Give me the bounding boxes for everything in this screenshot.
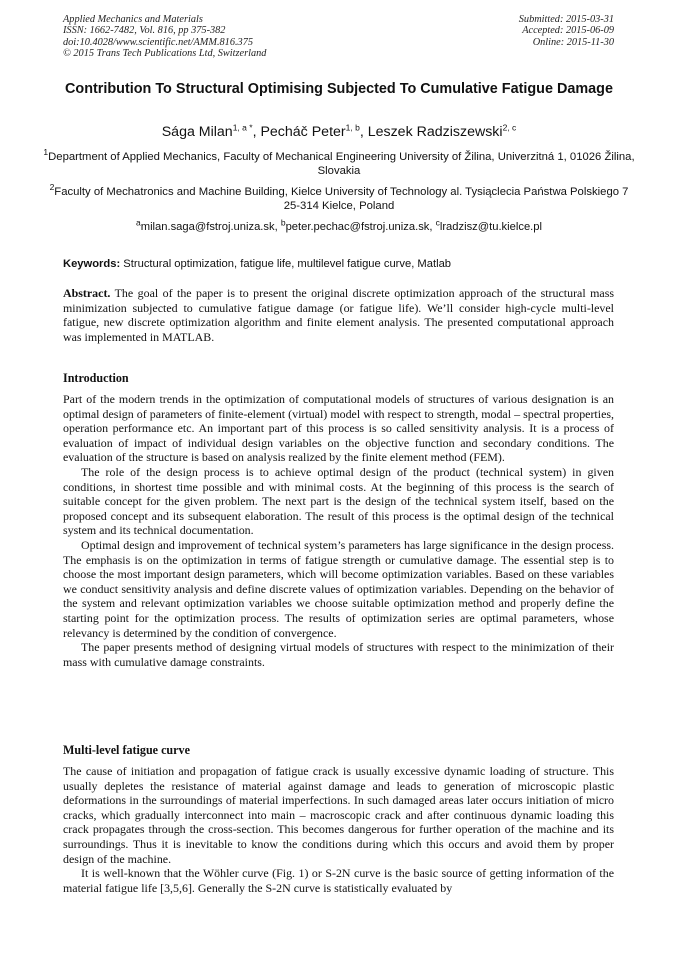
paragraph: The cause of initiation and propagation of fatigue crack is usually excessive dynamic loading of structure. This usually depletes the resistance of material against damage and leads to generation of microscopic plastic deformations in the surroundings of material imperfections. In such damaged areas later occurs initiation of micro cracks, which gradually interconnect into main – macroscopic crack and after continuous dynamic loading this crack propagates through the cross-section. This becomes dangerous for further operation of the machine and its surroundings. Thus it is inevitable to know the conditions during which this occurs and avoid them by proper design of the machine. xyxy=(63,764,614,866)
email-address: milan.saga@fstroj.uniza.sk, xyxy=(140,221,281,233)
author-list xyxy=(40,123,638,141)
abstract xyxy=(63,286,614,344)
section-heading-introduction: Introduction xyxy=(63,371,129,385)
affiliation-text: Department of Applied Mechanics, Faculty of Mechanical Engineering University of Žilina, Univerzitná 1, 01026 Žilina, Slovakia xyxy=(48,151,635,177)
author-affiliation-mark: 1, b xyxy=(345,122,360,133)
keywords-text: Structural optimization, fatigue life, multilevel fatigue curve, Matlab xyxy=(120,258,452,270)
journal-name: Applied Mechanics and Materials xyxy=(63,14,203,25)
accepted-date: Accepted: 2015-06-09 xyxy=(522,25,614,37)
paper-title: Contribution To Structural Optimising Subjected To Cumulative Fatigue Damage xyxy=(65,81,613,97)
paragraph: It is well-known that the Wöhler curve (Fig. 1) or S-2N curve is the basic source of getting information of the material fatigue life [3,5,6]. Generally the S-2N curve is statistically evaluated by xyxy=(63,866,614,895)
author-emails xyxy=(40,217,638,234)
affiliation-2 xyxy=(40,182,638,213)
author-separator: , xyxy=(359,124,368,140)
journal-issn: ISSN: 1662-7482, Vol. 816, pp 375-382 xyxy=(63,25,226,37)
paragraph: Optimal design and improvement of technical system’s parameters has large significance in the design process. The emphasis is on the optimization in terms of fatigue strength or cumulative damage. The essential step is to choose the most important design parameters, which will become optimization variables. Based on these variables we conduct sensitivity analysis and define discrete values of optimization variables. Depending on the behavior of the system and relevant optimization variables we choose suitable optimization method and properly define the starting point for the optimization process. The results of optimization series are optimal parameters, whose relevancy is determined by the condition of convergence. xyxy=(63,537,614,640)
abstract-label: Abstract. xyxy=(63,286,111,300)
affiliation-text: Faculty of Mechatronics and Machine Building, Kielce University of Technology al. Tysiąclecia Państwa Polskiego 7 25-314 Kielce, Poland xyxy=(54,186,629,212)
email-mark: b xyxy=(280,217,286,228)
paragraph: Part of the modern trends in the optimization of computational models of structures of various designation is an optimal design of parameters of finite-element (virtual) model with respect to strength, modal – spectral properties, operation performance etc. An important part of this process is so called sensitivity analysis. It is a process of evaluation of impact of individual design variables on the objective function and secondary conditions. The evaluation of the structure is based on analysis realized by the finite element method (FEM). xyxy=(63,392,614,465)
author-separator: , xyxy=(252,124,261,140)
author-name: Pecháč Peter xyxy=(260,124,346,140)
submission-dates xyxy=(519,14,614,48)
keywords-label: Keywords: xyxy=(63,258,121,270)
journal-info xyxy=(63,14,266,60)
author-name: Sága Milan xyxy=(161,124,233,140)
paragraph: The role of the design process is to achieve optimal design of the product (technical system) in given conditions, in shortest time possible and with minimal costs. At the beginning of this process is the search of suitable concept for the given problem. The next part is the design of the technical system itself, based on the proposed concept and its subsequent elaboration. The result of this process is the optimal design of the technical system and its technical documentation. xyxy=(63,464,614,538)
affiliation-mark: 2 xyxy=(49,182,55,193)
affiliation-mark: 1 xyxy=(43,147,49,158)
online-date: Online: 2015-11-30 xyxy=(532,36,614,48)
introduction-body xyxy=(63,392,614,669)
email-mark: c xyxy=(435,217,440,228)
author-affiliation-mark: 1, a * xyxy=(232,122,253,133)
email-address: peter.pechac@fstroj.uniza.sk, xyxy=(285,221,436,233)
journal-copyright: © 2015 Trans Tech Publications Ltd, Switzerland xyxy=(63,48,267,60)
author-affiliation-mark: 2, c xyxy=(502,122,517,133)
journal-doi: doi:10.4028/www.scientific.net/AMM.816.375 xyxy=(63,36,253,48)
email-mark: a xyxy=(136,217,141,228)
abstract-text: The goal of the paper is to present the original discrete optimization approach of the structural mass minimization subjected to cumulative fatigue damage (or fatigue life). We’ll consider high-cycle multi-level fatigue, new discrete optimization algorithm and finite element analysis. The presented computational approach was implemented in MATLAB. xyxy=(63,286,614,344)
author-name: Leszek Radziszewski xyxy=(367,124,503,140)
keywords xyxy=(63,257,623,271)
section-heading-multi-level-fatigue-curve: Multi-level fatigue curve xyxy=(63,743,190,757)
submitted-date: Submitted: 2015-03-31 xyxy=(518,14,614,25)
affiliation-1 xyxy=(40,147,638,178)
email-address: lradzisz@tu.kielce.pl xyxy=(439,221,542,233)
paragraph: The paper presents method of designing virtual models of structures with respect to the minimization of their mass with cumulative damage constraints. xyxy=(63,640,614,669)
multi-level-fatigue-body xyxy=(63,764,614,895)
